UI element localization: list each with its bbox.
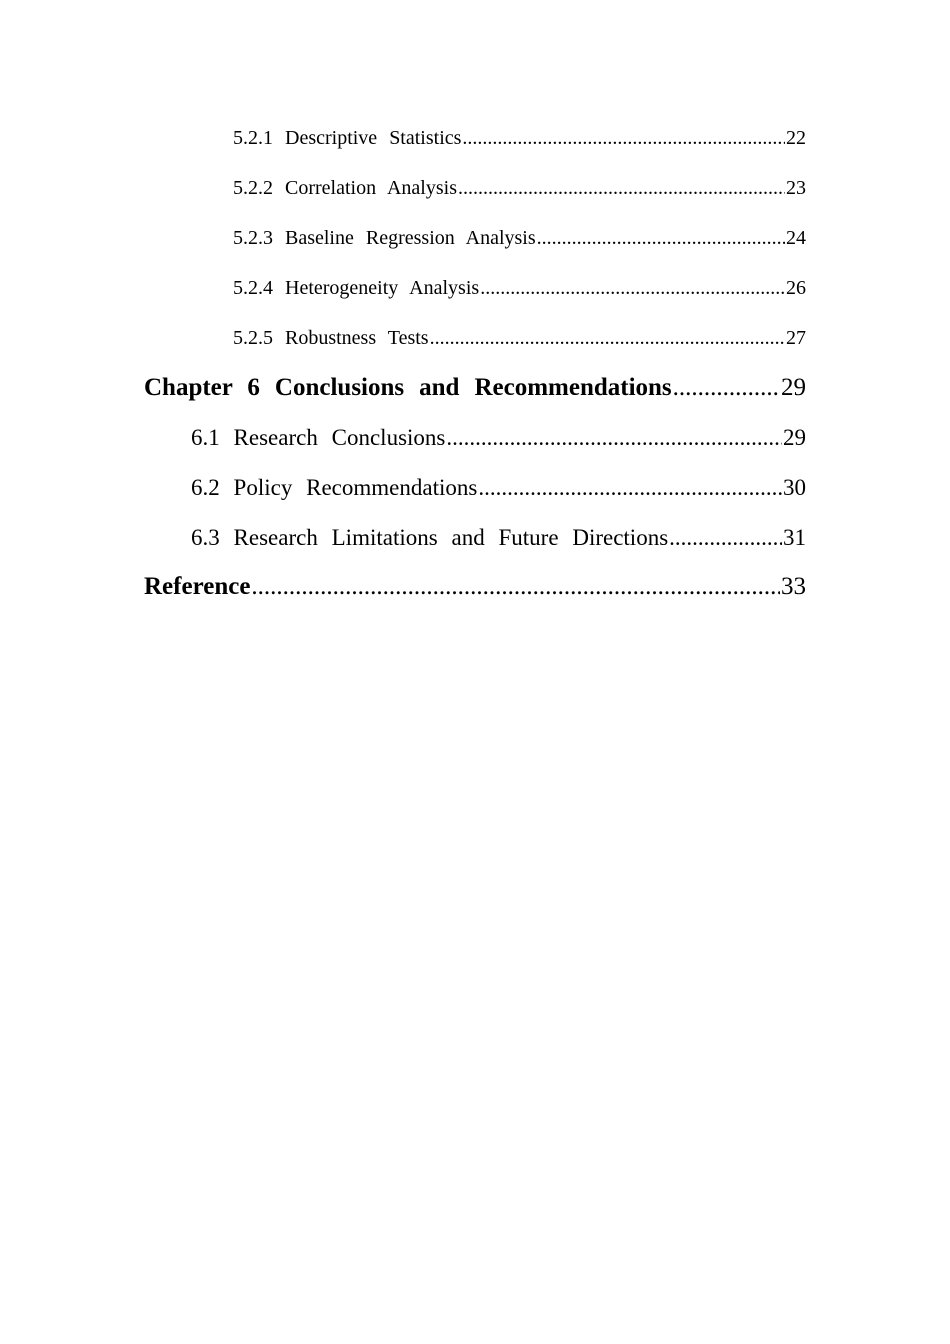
toc-entry-page-number: 30 — [783, 475, 806, 500]
dot-leader — [673, 374, 780, 402]
toc-entry-6-1[interactable] — [191, 425, 806, 451]
toc-entry-title: 6.2 Policy Recommendations — [191, 475, 478, 500]
dot-leader — [478, 475, 782, 501]
toc-entry-title: 5.2.5 Robustness Tests — [233, 327, 429, 349]
toc-entry-6-3[interactable] — [191, 525, 806, 551]
toc-entry-title: Reference — [144, 573, 251, 600]
toc-entry-chapter-6[interactable] — [144, 374, 806, 402]
toc-entry-title: 6.3 Research Limitations and Future Directions — [191, 525, 669, 550]
dot-leader — [446, 425, 782, 451]
toc-entry-page-number: 31 — [783, 525, 806, 550]
toc-entry-5-2-2[interactable] — [233, 177, 806, 200]
toc-entry-5-2-3[interactable] — [233, 227, 806, 250]
toc-entry-page-number: 27 — [786, 327, 806, 349]
dot-leader — [480, 277, 785, 300]
toc-entry-page-number: 22 — [786, 127, 806, 149]
toc-entry-title: 6.1 Research Conclusions — [191, 425, 446, 450]
toc-entry-title: 5.2.3 Baseline Regression Analysis — [233, 227, 536, 249]
toc-entry-6-2[interactable] — [191, 475, 806, 501]
toc-entry-5-2-4[interactable] — [233, 277, 806, 300]
toc-entry-page-number: 29 — [781, 374, 806, 401]
toc-entry-title: Chapter 6 Conclusions and Recommendations — [144, 374, 672, 401]
dot-leader — [458, 177, 785, 200]
toc-entry-5-2-1[interactable] — [233, 127, 806, 150]
toc-entry-title: 5.2.2 Correlation Analysis — [233, 177, 457, 199]
dot-leader — [430, 327, 785, 350]
toc-entry-reference[interactable] — [144, 573, 806, 601]
dot-leader — [537, 227, 785, 250]
toc-entry-page-number: 33 — [781, 573, 806, 600]
toc-entry-page-number: 29 — [783, 425, 806, 450]
dot-leader — [669, 525, 782, 551]
dot-leader — [462, 127, 785, 150]
dot-leader — [251, 573, 780, 601]
toc-entry-page-number: 26 — [786, 277, 806, 299]
toc-entry-page-number: 23 — [786, 177, 806, 199]
toc-entry-title: 5.2.4 Heterogeneity Analysis — [233, 277, 480, 299]
toc-entry-5-2-5[interactable] — [233, 327, 806, 350]
toc-entry-page-number: 24 — [786, 227, 806, 249]
toc-entry-title: 5.2.1 Descriptive Statistics — [233, 127, 462, 149]
